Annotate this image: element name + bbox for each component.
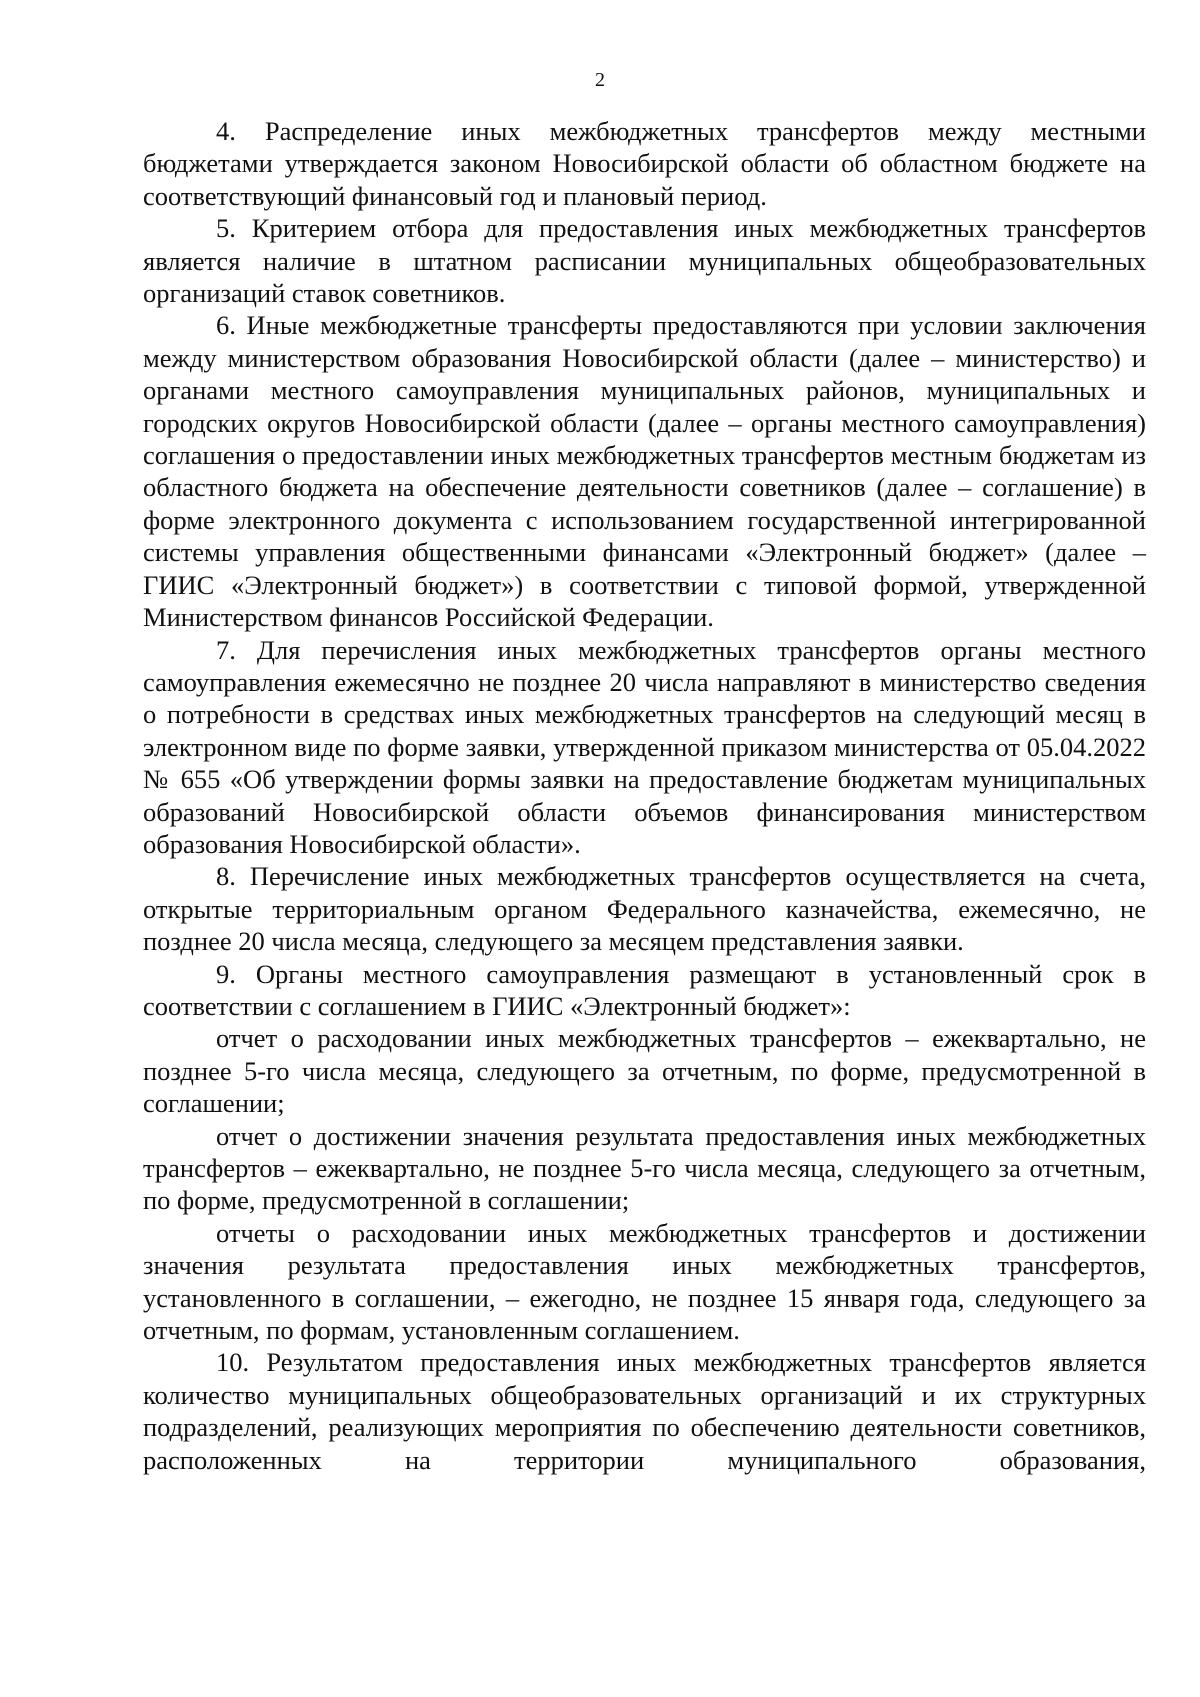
- paragraph-4-distribution: 4. Распределение иных межбюджетных трансфертов между местными бюджетами утверждается законом Новосибирской области об областном бюджете на соответствующий финансовый год и плановый период.: [143, 116, 1146, 211]
- paragraph-10-result: 10. Результатом предоставления иных межбюджетных трансфертов является количество муниципальных общеобразовательных организаций и их структурных подразделений, реализующих мероприятия по обеспечению деятельности советников, расположенных на территории муниципального образования,: [143, 1347, 1146, 1475]
- paragraph-5-selection-criterion: 5. Критерием отбора для предоставления иных межбюджетных трансфертов является наличие в штатном расписании муниципальных общеобразовательных организаций ставок советников.: [143, 213, 1146, 309]
- reporting-item-annual: отчеты о расходовании иных межбюджетных трансфертов и достижении значения результата предоставления иных межбюджетных трансфертов, установленного в соглашении, – ежегодно, не позднее 15 января года, следующего за отчетным, по формам, установленным соглашением.: [143, 1217, 1146, 1346]
- reporting-item-expenditure: отчет о расходовании иных межбюджетных трансфертов – ежеквартально, не позднее 5-го числа месяца, следующего за отчетным, по форме, предусмотренной в соглашении;: [143, 1023, 1146, 1119]
- paragraph-8-transfer-accounts: 8. Перечисление иных межбюджетных трансфертов осуществляется на счета, открытые территориальным органом Федерального казначейства, ежемесячно, не позднее 20 числа месяца, следующего за месяцем представления заявки.: [143, 861, 1146, 957]
- page-number: 2: [595, 69, 605, 91]
- paragraph-7-transfer-request: 7. Для перечисления иных межбюджетных трансфертов органы местного самоуправления ежемесячно не позднее 20 числа направляют в министерство сведения о потребности в средствах иных межбюджетных трансфертов на следующий месяц в электронном виде по форме заявки, утвержденной приказом министерства от 05.04.2022 № 655 «Об утверждении формы заявки на предоставление бюджетам муниципальных образований Новосибирской области объемов финансирования министерством образования Новосибирской области».: [143, 634, 1146, 859]
- paragraph-6-agreement-conditions: 6. Иные межбюджетные трансферты предоставляются при условии заключения между министерством образования Новосибирской области (далее – министерство) и органами местного самоуправления муниципальных районов, муниципальных и городских округов Новосибирской области (далее – органы местного самоуправления) соглашения о предоставлении иных межбюджетных трансфертов местным бюджетам из областного бюджета на обеспечение деятельности советников (далее – соглашение) в форме электронного документа с использованием государственной интегрированной системы управления общественными финансами «Электронный бюджет» (далее – ГИИС «Электронный бюджет») в соответствии с типовой формой, утвержденной Министерством финансов Российской Федерации.: [143, 310, 1146, 633]
- paragraph-9-reporting: 9. Органы местного самоуправления размещают в установленный срок в соответствии с соглашением в ГИИС «Электронный бюджет»:: [143, 958, 1146, 1021]
- reporting-item-result: отчет о достижении значения результата предоставления иных межбюджетных трансфертов – ежеквартально, не позднее 5-го числа месяца, следующего за отчетным, по форме, предусмотренной в соглашении;: [143, 1120, 1146, 1216]
- document-body: [143, 115, 1146, 1476]
